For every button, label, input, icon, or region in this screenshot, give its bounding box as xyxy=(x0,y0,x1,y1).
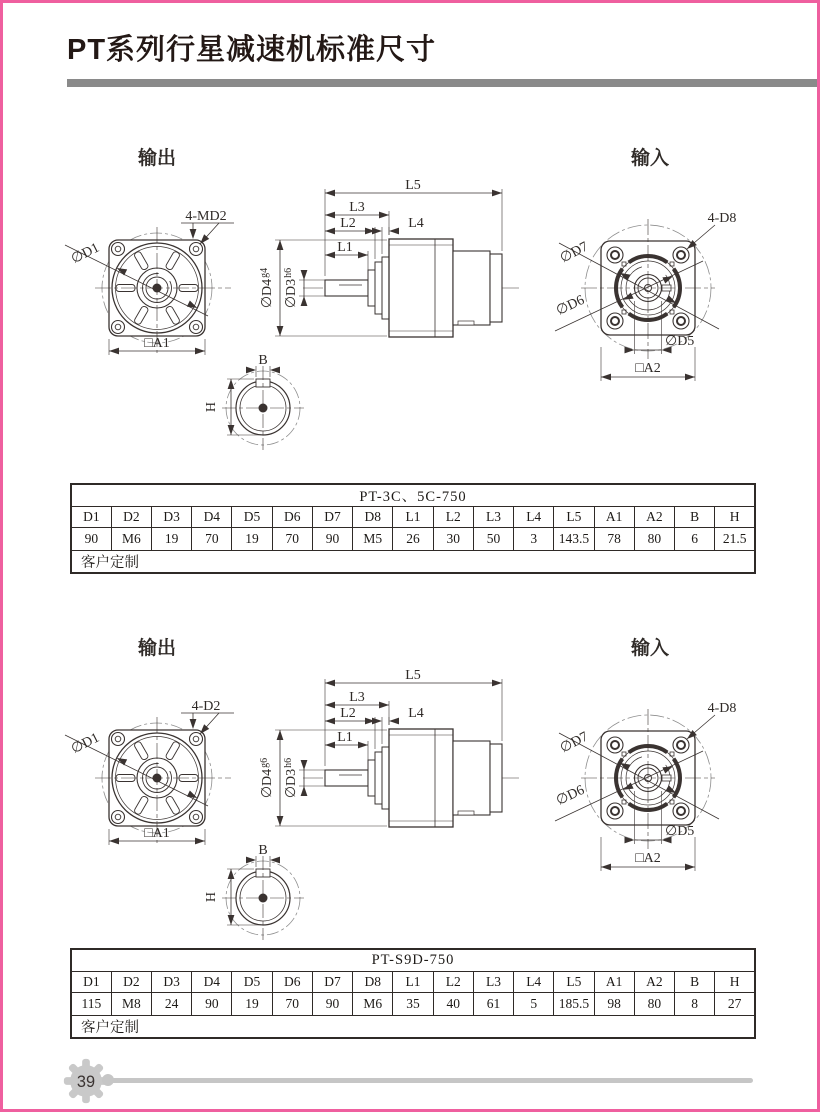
cell-value: 90 xyxy=(71,528,111,551)
cell-value: 70 xyxy=(192,528,232,551)
dim-label-b: B xyxy=(258,353,268,368)
col-header: D5 xyxy=(232,507,272,528)
col-header: L5 xyxy=(554,507,594,528)
dim-label-l4: L4 xyxy=(408,706,424,721)
col-header: D1 xyxy=(71,507,111,528)
col-header: D7 xyxy=(312,972,352,993)
cell-value: 5 xyxy=(514,993,554,1016)
cell-value: 26 xyxy=(393,528,433,551)
page-number: 39 xyxy=(76,1072,96,1091)
dim-label-d4: $\emptyset D4^{g4}$ xyxy=(259,267,275,309)
title-underline xyxy=(67,79,820,87)
col-header: D2 xyxy=(111,507,151,528)
col-header: L3 xyxy=(473,972,513,993)
col-header: L4 xyxy=(514,507,554,528)
dim-label-a2: □A2 xyxy=(635,361,661,376)
col-header: B xyxy=(675,507,715,528)
cell-value: 90 xyxy=(312,528,352,551)
col-header: L1 xyxy=(393,972,433,993)
table-title: PT-S9D-750 xyxy=(71,949,755,972)
cell-value: 185.5 xyxy=(554,993,594,1016)
col-header: D3 xyxy=(151,972,191,993)
cell-value: 70 xyxy=(272,993,312,1016)
page-title: PT系列行星减速机标准尺寸 xyxy=(67,34,437,66)
dim-label-rear-holes: 4-D8 xyxy=(707,211,737,226)
col-header: A2 xyxy=(634,507,674,528)
col-header: H xyxy=(715,972,755,993)
dim-label-d7: ∅D7 xyxy=(557,239,591,267)
dim-label-d4: $\emptyset D4^{g6}$ xyxy=(259,757,275,799)
dim-label-h: H xyxy=(204,401,219,413)
dim-label-d1: ∅D1 xyxy=(68,240,102,268)
dim-label-d5: ∅D5 xyxy=(665,824,695,839)
dim-label-front-holes: 4-MD2 xyxy=(185,209,227,224)
input-label: 输入 xyxy=(630,148,670,169)
cell-value: 90 xyxy=(312,993,352,1016)
dim-label-d6: ∅D6 xyxy=(554,292,587,319)
col-header: D2 xyxy=(111,972,151,993)
dim-label-l2: L2 xyxy=(340,216,356,231)
cell-value: 143.5 xyxy=(554,528,594,551)
dimension-table-1 xyxy=(70,483,756,574)
cell-value: M8 xyxy=(111,993,151,1016)
dim-label-d6: ∅D6 xyxy=(554,782,587,809)
col-header: D6 xyxy=(272,507,312,528)
col-header: L3 xyxy=(473,507,513,528)
cell-value: 30 xyxy=(433,528,473,551)
cell-value: 80 xyxy=(634,528,674,551)
technical-drawing-2 xyxy=(3,623,820,958)
col-header: L1 xyxy=(393,507,433,528)
col-header: L5 xyxy=(554,972,594,993)
dim-label-a2: □A2 xyxy=(635,851,661,866)
technical-drawing-1 xyxy=(3,133,820,468)
cell-value: 40 xyxy=(433,993,473,1016)
dim-label-d1: ∅D1 xyxy=(68,730,102,758)
cell-value: 78 xyxy=(594,528,634,551)
drawing-section-1 xyxy=(3,133,820,468)
cell-value: 70 xyxy=(272,528,312,551)
output-label: 输出 xyxy=(137,148,177,169)
col-header: L2 xyxy=(433,972,473,993)
dim-label-l5: L5 xyxy=(405,178,421,193)
col-header: L2 xyxy=(433,507,473,528)
col-header: A1 xyxy=(594,507,634,528)
cell-value: 35 xyxy=(393,993,433,1016)
dimension-table-2 xyxy=(70,948,756,1039)
cell-value: 115 xyxy=(71,993,111,1016)
table-footer-note: 客户定制 xyxy=(71,1016,755,1039)
dim-label-l2: L2 xyxy=(340,706,356,721)
cell-value: 27 xyxy=(715,993,755,1016)
dim-label-h: H xyxy=(204,891,219,903)
dim-label-front-holes: 4-D2 xyxy=(191,699,221,714)
col-header: D8 xyxy=(353,507,393,528)
cell-value: 24 xyxy=(151,993,191,1016)
col-header: A1 xyxy=(594,972,634,993)
cell-value: 61 xyxy=(473,993,513,1016)
col-header: D4 xyxy=(192,972,232,993)
dim-label-l1: L1 xyxy=(337,240,353,255)
dim-label-d3: $\emptyset D3^{h6}$ xyxy=(283,757,299,799)
cell-value: 19 xyxy=(232,993,272,1016)
cell-value: 98 xyxy=(594,993,634,1016)
input-label: 输入 xyxy=(630,638,670,659)
col-header: D6 xyxy=(272,972,312,993)
cell-value: 21.5 xyxy=(715,528,755,551)
col-header: D1 xyxy=(71,972,111,993)
footer-line xyxy=(106,1078,753,1083)
cell-value: 6 xyxy=(675,528,715,551)
cell-value: 50 xyxy=(473,528,513,551)
dim-label-d5: ∅D5 xyxy=(665,334,695,349)
output-label: 输出 xyxy=(137,638,177,659)
dim-label-d3: $\emptyset D3^{h6}$ xyxy=(283,267,299,309)
dim-label-b: B xyxy=(258,843,268,858)
dim-label-a1: □A1 xyxy=(144,826,170,841)
col-header: L4 xyxy=(514,972,554,993)
dim-label-l3: L3 xyxy=(349,690,365,705)
cell-value: M6 xyxy=(353,993,393,1016)
dim-label-l3: L3 xyxy=(349,200,365,215)
cell-value: M6 xyxy=(111,528,151,551)
dim-label-rear-holes: 4-D8 xyxy=(707,701,737,716)
table-title: PT-3C、5C-750 xyxy=(71,484,755,507)
dim-label-l5: L5 xyxy=(405,668,421,683)
table-footer-note: 客户定制 xyxy=(71,551,755,574)
dim-label-a1: □A1 xyxy=(144,336,170,351)
col-header: A2 xyxy=(634,972,674,993)
cell-value: M5 xyxy=(353,528,393,551)
dim-label-l4: L4 xyxy=(408,216,424,231)
dim-label-l1: L1 xyxy=(337,730,353,745)
cell-value: 8 xyxy=(675,993,715,1016)
cell-value: 3 xyxy=(514,528,554,551)
col-header: D8 xyxy=(353,972,393,993)
drawing-section-2 xyxy=(3,623,820,958)
cell-value: 80 xyxy=(634,993,674,1016)
col-header: D4 xyxy=(192,507,232,528)
cell-value: 19 xyxy=(232,528,272,551)
col-header: D5 xyxy=(232,972,272,993)
cell-value: 90 xyxy=(192,993,232,1016)
dim-label-d7: ∅D7 xyxy=(557,729,591,757)
cell-value: 19 xyxy=(151,528,191,551)
col-header: D7 xyxy=(312,507,352,528)
col-header: B xyxy=(675,972,715,993)
col-header: H xyxy=(715,507,755,528)
col-header: D3 xyxy=(151,507,191,528)
